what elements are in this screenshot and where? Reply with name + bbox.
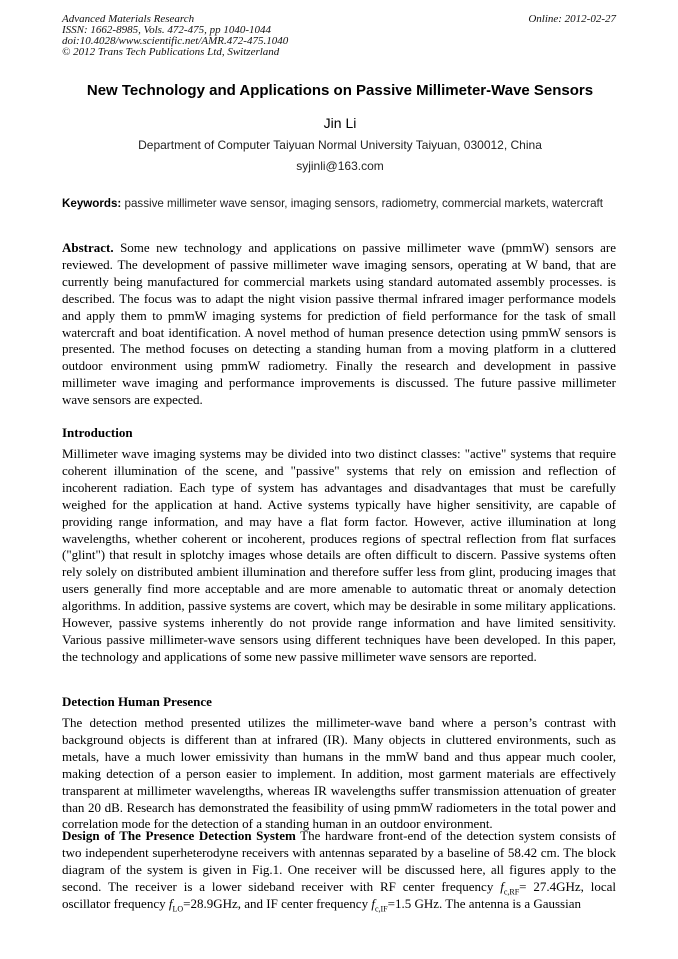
symbol-f-rf: f: [500, 878, 504, 894]
design-text-3: =28.9GHz, and IF center frequency: [183, 895, 372, 911]
section-heading-introduction: Introduction: [62, 425, 133, 440]
author-name: Jin Li: [323, 115, 357, 131]
subscript-lo: LO: [172, 904, 184, 914]
journal-header: [62, 14, 616, 58]
subscript-c-rf: c,RF: [503, 887, 520, 897]
symbol-f-if: f: [371, 895, 375, 911]
design-paragraph: [62, 828, 616, 913]
keywords-text: passive millimeter wave sensor, imaging sensors, radiometry, commercial markets, watercraft: [121, 197, 603, 210]
online-date: Online: 2012-02-27: [528, 13, 616, 25]
subscript-c-if: c,IF: [374, 904, 388, 914]
design-text-4: =1.5 GHz. The antenna is a Gaussian: [387, 895, 581, 911]
keywords: [62, 196, 616, 211]
abstract-text: Some new technology and applications on passive millimeter wave (pmmW) sensors are reviewed. The development of passive millimeter wave imaging sensors, operating at W band, that are currently being manufactured for commercial markets using standard automated assembly processes. is described. The focus was to adapt the night vision passive thermal infrared imager performance models and apply them to pmmW imaging systems for prediction of field performance for the task of small watercraft and boat identification. A novel method of human presence detection using pmmW sensors is presented. The method focuses on detecting a standing human from a moving platform in a cluttered outdoor environment using pmmW radiometry. Finally the research and development in passive millimeter wave imaging and performance improvements is discussed. The future passive millimeter wave sensors are expected.: [62, 240, 616, 408]
design-heading: Design of The Presence Detection System: [62, 828, 296, 843]
keywords-label: Keywords:: [62, 197, 122, 210]
design-text-2: = 27.4GHz, local oscillator frequency: [62, 878, 616, 911]
abstract: [62, 240, 616, 409]
design-text-1: The hardware front-end of the detection system consists of two independent superheterodyne receivers with antennas separated by a baseline of 58.42 cm. The block diagram of the system is given in Fig.1. One receiver will be discussed here, all figures apply to the second. The receiver is a lower sideband receiver with RF center frequency: [62, 828, 617, 894]
abstract-label: Abstract.: [62, 240, 114, 255]
affiliation: Department of Computer Taiyuan Normal University Taiyuan, 030012, China: [138, 138, 542, 152]
issn-line: ISSN: 1662-8985, Vols. 472-475, pp 1040-1044: [62, 24, 271, 36]
introduction-paragraph: Millimeter wave imaging systems may be divided into two distinct classes: "active" systems that require coherent illumination of the scene, and "passive" systems that rely on emission and reflection of incoherent radiation. Each type of system has advantages and disadvantages that must be carefully weighed for the application at hand. Active systems typically have higher sensitivity, are capable of providing range information, and may have a flat form factor. However, active illumination at long wavelengths, whether coherent or incoherent, produces regions of spectral reflection from flat surfaces ("glint") that result in splotchy images whose details are often difficult to discern. Passive systems often rely solely on distributed ambient illumination and therefore suffer less from glint, producing images that users generally find more acceptable and are more amenable to automatic threat or anomaly detection algorithms. In addition, passive systems are covert, which may be desirable in some military applications. However, passive systems inherently do not provide range information and have limited sensitivity. Various passive millimeter-wave sensors using different techniques have been developed. In this paper, the technology and applications of some new passive millimeter wave sensors are reported.: [62, 446, 616, 664]
copyright-line: © 2012 Trans Tech Publications Ltd, Switzerland: [62, 46, 280, 58]
doi-line: doi:10.4028/www.scientific.net/AMR.472-475.1040: [62, 35, 289, 47]
author-email: syjinli@163.com: [296, 159, 384, 173]
section-heading-detection: Detection Human Presence: [62, 694, 212, 709]
journal-name: Advanced Materials Research: [62, 13, 195, 25]
paper-title: New Technology and Applications on Passive Millimeter-Wave Sensors: [86, 82, 594, 99]
detection-paragraph: The detection method presented utilizes the millimeter-wave band where a person’s contrast with background objects is different than at infrared (IR). Many objects in cluttered environments, such as metals, have a much lower emissivity than humans in the mmW band and thus appear much cooler, making detection of a person easier to implement. In addition, most garment materials are effectively transparent at millimeter wavelengths, whereas IR wavelengths suffer transmission attenuation of greater than 20 dB. Research has demonstrated the feasibility of using pmmW radiometers in the total power and correlation mode for the detection of a standing human in an outdoor environment.: [62, 715, 616, 832]
symbol-f-lo: f: [168, 895, 173, 911]
